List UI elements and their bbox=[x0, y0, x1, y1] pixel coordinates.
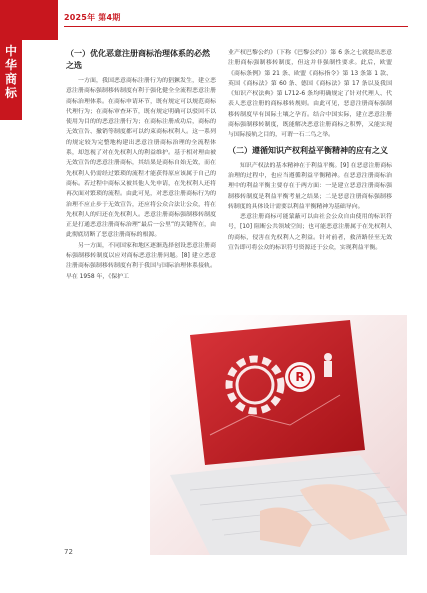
paragraph: 业产权巴黎公约》（下称《巴黎公约》）第 6 条之七就提出恶意注册商标强制移转制度，但这并非强制性要求。此后，欧盟《商标条例》第 21 条、欧盟《商标指令》第 13 条第 1 款、英国《商标法》第 60 条、德国《商标法》第 17 条以及我国《知识产权法典》第 L712-6 条均明确规定了针对代理人、代表人恶意注册的商标移转规则。由此可见，恶意注册商标强制移转制度早有国际土壤之孕育。结合中国实际，建立恶意注册商标强制移转制度，既能解决恶意注册商标之积弊，又能实现与国际接轨之目的，可谓一石二鸟之举。 bbox=[228, 50, 392, 139]
paragraph: 知识产权法的基本精神在于利益平衡。[9] 在恶意注册商标治理的过程中，也应当遵循利益平衡精神。在恶意注册商标治理中的利益平衡主要存在于两方面：一是建立恶意注册商标强制移转制度是利益平衡考量之结果；二是恶意注册商标强制移转制度的具体设计需要以利益平衡精神为基础导向。 bbox=[228, 162, 392, 210]
paragraph: 一方面，我国恶意商标注册行为的猖獗发生，建立恶意注册商标强制移转制度有利于强化健全全流程恶意注册商标治理体系。在商标申请环节，既有规定可以规范商标代理行为；在商标审查环节，既有规定明确可以驳回不以使用为目的的恶意注册行为；在商标注册成功后，商标的无效宣告、撤销等制度都可以约束商标权利人。这一系列的规定较为完整地构建出恶意注册商标治理的全流程体系，却忽视了对在先权利人的利益维护。基于相对理由被无效宣告的恶意注册商标，其结果是商标自始无效，而在先权利人仍需经过繁琐的流程才能获得原应该属于自己的商标。若过程中商标又被其他人先申请，在先权利人还将再次面对繁琐的流程。由此可见，对恶意注册商标行为的治理不应止步于无效宣告，还应将公众合法让公众，将在先权利人的归还在先权利人。恶意注册商标强制移转制度正是打通恶意注册商标治理“最后一公里”的关键所在，由此彻底切断了恶意注册商标的根源。 bbox=[66, 78, 216, 239]
svg-text:R: R bbox=[295, 370, 305, 384]
page-number: 72 bbox=[64, 548, 73, 556]
section-title-1: （一）优化恶意注册商标治理体系的必然之选 bbox=[66, 49, 210, 70]
header-red-block bbox=[0, 0, 58, 40]
journal-brand-logo bbox=[2, 44, 20, 100]
paragraph: 恶意注册商标可能蒙蔽可以由社会公众自由使用的标识符号，[10] 阻断公共领域空间；也可能恶意注册属于在先权利人的商标，侵害在先权利人之利益。针对前者，救济路径至无效宣告即可将公众的标识符号资源还于公众，实现利益平衡。 bbox=[228, 214, 392, 252]
trademark-laptop-illustration bbox=[150, 315, 407, 555]
laptop-screen bbox=[190, 320, 365, 465]
registered-mark-icon bbox=[285, 362, 315, 392]
brand-char: 商 bbox=[4, 72, 17, 86]
journal-brand-tab bbox=[0, 40, 22, 120]
brand-char: 标 bbox=[4, 86, 17, 100]
brand-char: 华 bbox=[4, 58, 17, 72]
section-title-2: （二）遵循知识产权利益平衡精神的应有之义 bbox=[228, 145, 388, 155]
paragraph: 另一方面，不同国家和地区逐渐选择创设恶意注册商标强制移转制度以应对商标恶意注册问题。[8] 建立恶意注册商标强制移转制度有利于我国与国际治理体系接轨。早在 1958 年，《保护工 bbox=[66, 242, 216, 280]
right-column bbox=[228, 48, 392, 253]
header-rule bbox=[64, 26, 408, 27]
header-bar bbox=[0, 0, 427, 40]
issue-label: 2025年 第4期 bbox=[64, 13, 121, 22]
left-column bbox=[66, 48, 216, 282]
brand-char: 中 bbox=[4, 44, 17, 58]
